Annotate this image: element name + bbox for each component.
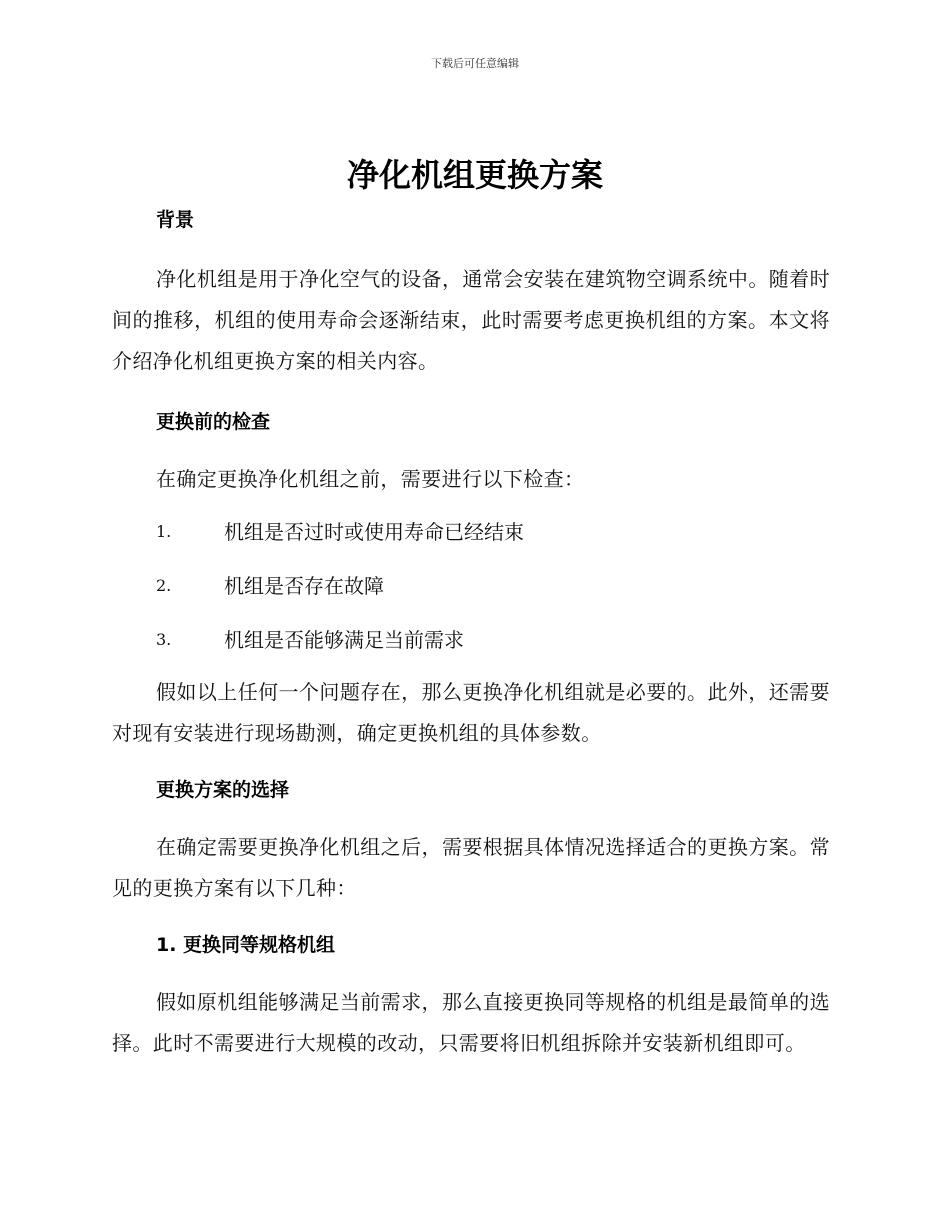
header-note: 下载后可任意编辑 [431, 57, 519, 70]
paragraph-background: 净化机组是用于净化空气的设备，通常会安装在建筑物空调系统中。随着时间的推移，机组的使用寿命会逐渐结束，此时需要考虑更换机组的方案。本文将介绍净化机组更换方案的相关内容。 [112, 267, 830, 373]
list-text: 机组是否过时或使用寿命已经结束 [224, 520, 524, 544]
heading-option-1: 1. 更换同等规格机组 [156, 934, 336, 956]
list-number: 2. [156, 576, 172, 595]
paragraph-inspection-conclusion: 假如以上任何一个问题存在，那么更换净化机组就是必要的。此外，还需要对现有安装进行现场勘测，确定更换机组的具体参数。 [112, 680, 830, 745]
paragraph-selection-intro: 在确定需要更换净化机组之后，需要根据具体情况选择适合的更换方案。常见的更换方案有以下几种： [112, 835, 830, 900]
document-body [112, 204, 830, 1064]
list-number: 3. [156, 630, 172, 649]
list-text: 机组是否存在故障 [224, 574, 384, 598]
list-text: 机组是否能够满足当前需求 [224, 628, 464, 652]
page-title: 净化机组更换方案 [346, 156, 603, 194]
list-item [112, 516, 830, 548]
list-item [112, 570, 830, 602]
heading-background: 背景 [156, 209, 195, 231]
heading-inspection: 更换前的检查 [156, 411, 271, 433]
list-number: 1. [156, 522, 172, 541]
paragraph-option-1: 假如原机组能够满足当前需求，那么直接更换同等规格的机组是最简单的选择。此时不需要进行大规模的改动，只需要将旧机组拆除并安装新机组即可。 [112, 990, 830, 1055]
heading-selection: 更换方案的选择 [156, 779, 290, 801]
paragraph-inspection-intro: 在确定更换净化机组之前，需要进行以下检查： [156, 467, 585, 491]
list-item [112, 624, 830, 656]
